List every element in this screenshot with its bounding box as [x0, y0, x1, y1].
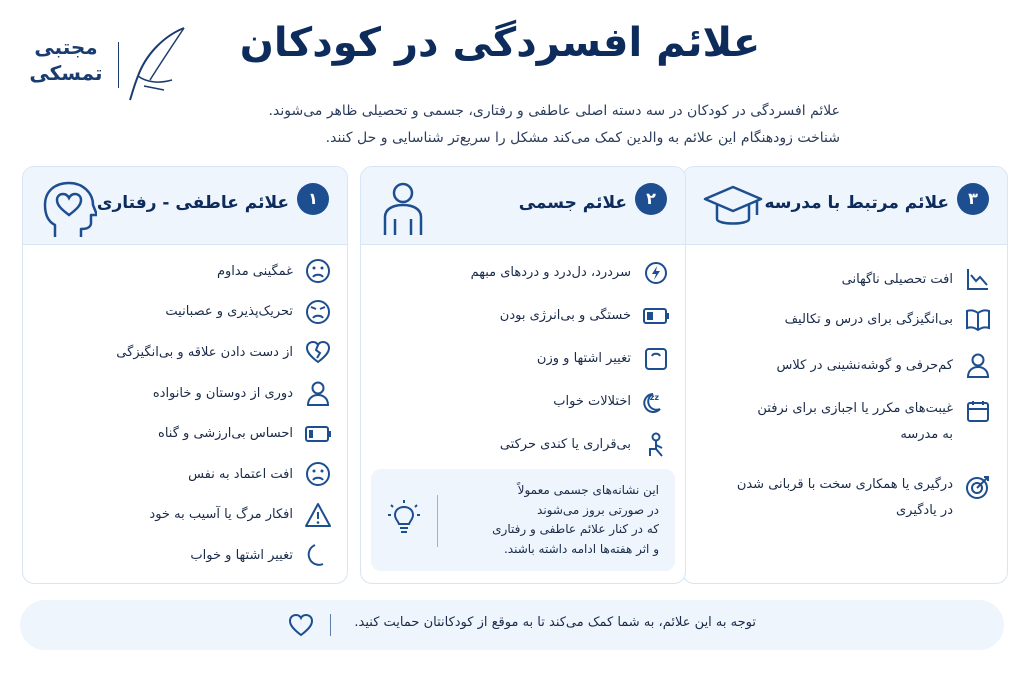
list-item	[375, 251, 671, 294]
list-item-label-2: در یادگیری	[895, 503, 953, 519]
scale-icon	[641, 344, 671, 374]
card-title: علائم مرتبط با مدرسه	[764, 193, 949, 213]
battery-icon	[641, 301, 671, 331]
list-item	[375, 337, 671, 380]
sad-face-icon	[303, 256, 333, 286]
angry-face-icon	[303, 297, 333, 327]
list-item-label: افکار مرگ یا آسیب به خود	[149, 507, 293, 523]
list-item	[375, 380, 671, 423]
list-item	[375, 294, 671, 337]
card-number: ۲	[635, 183, 667, 215]
note-divider	[437, 495, 438, 547]
bird-logo-icon	[124, 24, 188, 104]
list-item-label: افت اعتماد به نفس	[188, 466, 293, 482]
card-title: علائم جسمی	[518, 193, 627, 213]
list-item-label: تغییر اشتها و خواب	[190, 547, 293, 563]
page-title: علائم افسردگی در کودکان	[239, 20, 761, 66]
list-item-label: تحریک‌پذیری و عصبانیت	[165, 304, 293, 320]
restless-person-icon	[641, 430, 671, 460]
list-item-label: سردرد، دل‌درد و دردهای مبهم	[470, 265, 631, 280]
list-item	[697, 340, 993, 390]
svg-text:zz: zz	[649, 392, 659, 402]
low-battery-icon	[303, 419, 333, 449]
list-item	[697, 390, 993, 472]
logo-text	[20, 34, 112, 86]
graduation-cap-icon	[701, 179, 765, 235]
intro-line-1: علائم افسردگی در کودکان در سه دسته اصلی عاطفی و رفتاری، جسمی و تحصیلی ظاهر می‌شوند.	[268, 103, 840, 119]
head-heart-icon	[41, 179, 97, 239]
note-line: در صورتی بروز می‌شوند	[537, 502, 659, 517]
list-item	[375, 423, 671, 466]
list-item-label: دوری از دوستان و خانواده	[152, 385, 293, 401]
note-line: و اثر هفته‌ها ادامه داشته باشند.	[503, 541, 659, 556]
book-icon	[963, 305, 993, 335]
card-header	[683, 167, 1007, 245]
list-item-label: افت تحصیلی ناگهانی	[841, 271, 953, 287]
card-title: علائم عاطفی - رفتاری	[96, 193, 289, 213]
card-header	[361, 167, 685, 245]
list-item-label: کم‌حرفی و گوشه‌نشینی در کلاس	[776, 357, 953, 373]
list-item	[37, 495, 333, 536]
sad-face-icon	[303, 459, 333, 489]
logo-divider	[118, 42, 119, 88]
list-item	[37, 251, 333, 292]
target-icon	[963, 472, 993, 502]
list-item	[37, 332, 333, 373]
body-icon	[379, 179, 427, 237]
heart-icon	[288, 613, 314, 637]
moon-icon	[303, 540, 333, 570]
logo-line-2: تمسکی	[29, 61, 103, 85]
lightbulb-icon	[387, 499, 421, 535]
card-number: ۱	[297, 183, 329, 215]
calendar-icon	[963, 396, 993, 426]
list-item	[37, 413, 333, 454]
card-number: ۳	[957, 183, 989, 215]
list-item-label: از دست دادن علاقه و بی‌انگیزگی	[116, 344, 293, 360]
list-item	[697, 300, 993, 341]
footer-text: توجه به این علائم، به شما کمک می‌کند تا به موقع از کودکانتان حمایت کنید.	[354, 615, 756, 630]
list-item	[37, 292, 333, 333]
sleep-moon-icon	[641, 387, 671, 417]
card-emotional-symptoms	[22, 166, 348, 584]
list-item	[37, 373, 333, 414]
list-item-label: درگیری یا همکاری سخت با قربانی شدن	[736, 477, 953, 493]
card-school-symptoms	[682, 166, 1008, 584]
footer-bar	[20, 600, 1004, 650]
warning-icon	[303, 500, 333, 530]
list-item	[37, 535, 333, 576]
list-item-label: غمگینی مداوم	[216, 263, 293, 279]
note-line: این نشانه‌های جسمی معمولاً	[517, 483, 659, 497]
symptom-list	[361, 245, 685, 466]
symptom-list	[683, 245, 1007, 532]
person-icon	[303, 378, 333, 408]
footer-divider	[330, 614, 331, 636]
list-item-label: بی‌انگیزگی برای درس و تکالیف	[784, 312, 953, 328]
list-item-label: غیبت‌های مکرر یا اجبازی برای نرفتن	[757, 401, 953, 417]
intro-text	[200, 98, 840, 152]
list-item-label-2: به مدرسه	[900, 427, 953, 443]
list-item	[697, 472, 993, 532]
symptom-list	[23, 245, 347, 576]
list-item	[37, 454, 333, 495]
logo-line-1: مجتبی	[34, 35, 98, 59]
list-item-label: خستگی و بی‌انرژی بودن	[499, 308, 631, 323]
card-header	[23, 167, 347, 245]
intro-line-2: شناخت زودهنگام این علائم به والدین کمک می‌کند مشکل را سریع‌تر شناسایی و حل کنند.	[325, 130, 840, 146]
broken-heart-icon	[303, 337, 333, 367]
pain-bolt-icon	[641, 258, 671, 288]
list-item-label: بی‌قراری یا کندی حرکتی	[499, 437, 631, 452]
note-line: که در کنار علائم عاطفی و رفتاری	[492, 522, 659, 536]
list-item-label: تغییر اشتها و وزن	[536, 351, 631, 366]
list-item-label: احساس بی‌ارزشی و گناه	[158, 426, 293, 442]
note-text	[439, 481, 659, 559]
list-item	[697, 259, 993, 300]
list-item-text	[757, 396, 953, 448]
card-physical-symptoms	[360, 166, 686, 584]
chart-down-icon	[963, 264, 993, 294]
list-item-label: اختلالات خواب	[553, 394, 631, 409]
person-icon	[963, 350, 993, 380]
info-note	[371, 469, 675, 571]
list-item-text	[737, 472, 953, 524]
logo	[20, 24, 190, 104]
